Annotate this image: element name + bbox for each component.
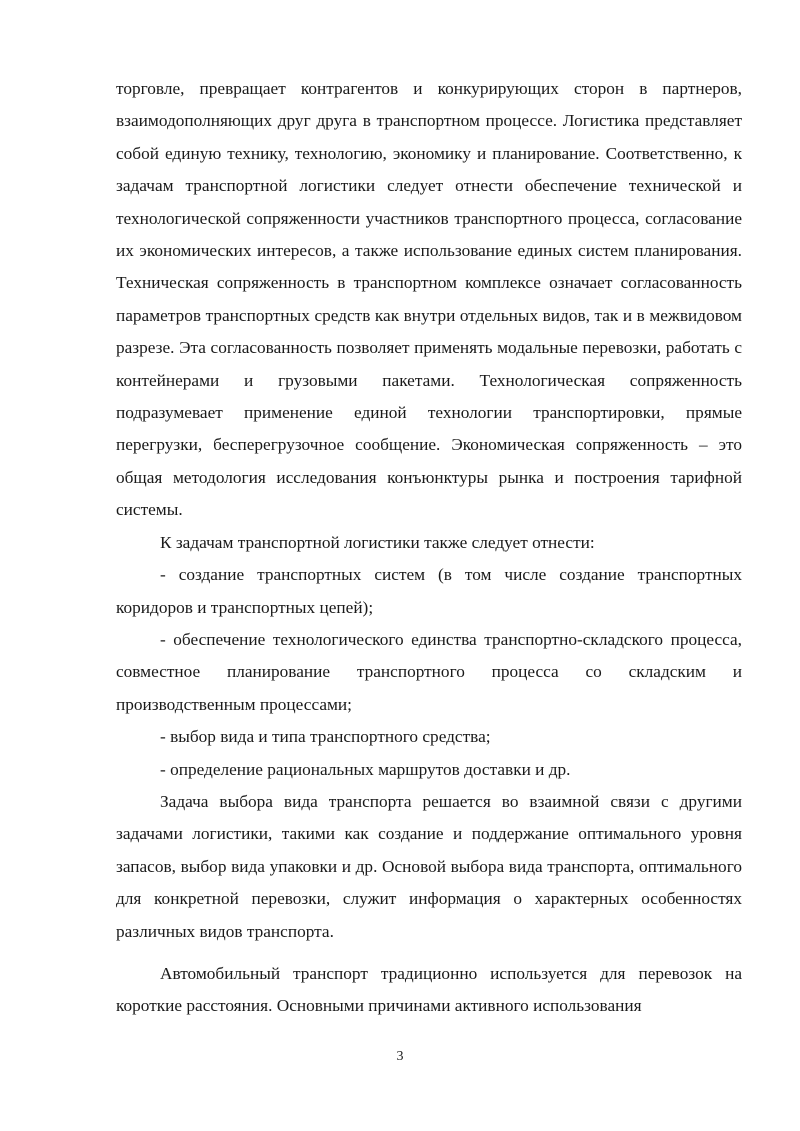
list-item-vehicle-choice: - выбор вида и типа транспортного средства; bbox=[160, 727, 491, 747]
document-body bbox=[116, 73, 742, 1023]
paragraph-tasks-intro: К задачам транспортной логистики также следует отнести: bbox=[160, 532, 595, 552]
paragraph-road-transport: Автомобильный транспорт традиционно используется для перевозок на короткие расстояния. Основными причинами активного использования bbox=[116, 963, 742, 1016]
list-item-technological-unity: - обеспечение технологического единства транспортно-складского процесса, совместное планирование транспортного процесса со складским и производственным процессами; bbox=[116, 629, 742, 714]
paragraph-transport-choice: Задача выбора вида транспорта решается во взаимной связи с другими задачами логистики, такими как создание и поддержание оптимального уровня запасов, выбор вида упаковки и др. Основой выбора вида транспорта, оптимального для конкретной перевозки, служит информация о характерных особенностях различных видов транспорта. bbox=[116, 791, 742, 941]
page-number: 3 bbox=[396, 1049, 404, 1064]
list-item-transport-systems: - создание транспортных систем (в том числе создание транспортных коридоров и транспортных цепей); bbox=[116, 565, 742, 617]
paragraph-continuation: торговле, превращает контрагентов и конкурирующих сторон в партнеров, взаимодополняющих друг друга в транспортном процессе. Логистика представляет собой единую технику, технологию, экономику и планирование. Соответственно, к задачам транспортной логистики следует отнести обеспечение технической и технологической сопряженности участников транспортного процесса, согласование их экономических интересов, а также использование единых систем планирования. Техническая сопряженность в транспортном комплексе означает согласованность параметров транспортных средств как внутри отдельных видов, так и в межвидовом разрезе. Эта согласованность позволяет применять модальные перевозки, работать с контейнерами и грузовыми пакетами. Технологическая сопряженность подразумевает применение единой технологии транспортировки, прямые перегрузки, бесперегрузочное сообщение. Экономическая сопряженность – это общая методология исследования конъюнктуры рынка и построения тарифной системы. bbox=[116, 79, 742, 520]
list-item-route-definition: - определение рациональных маршрутов доставки и др. bbox=[160, 759, 571, 779]
